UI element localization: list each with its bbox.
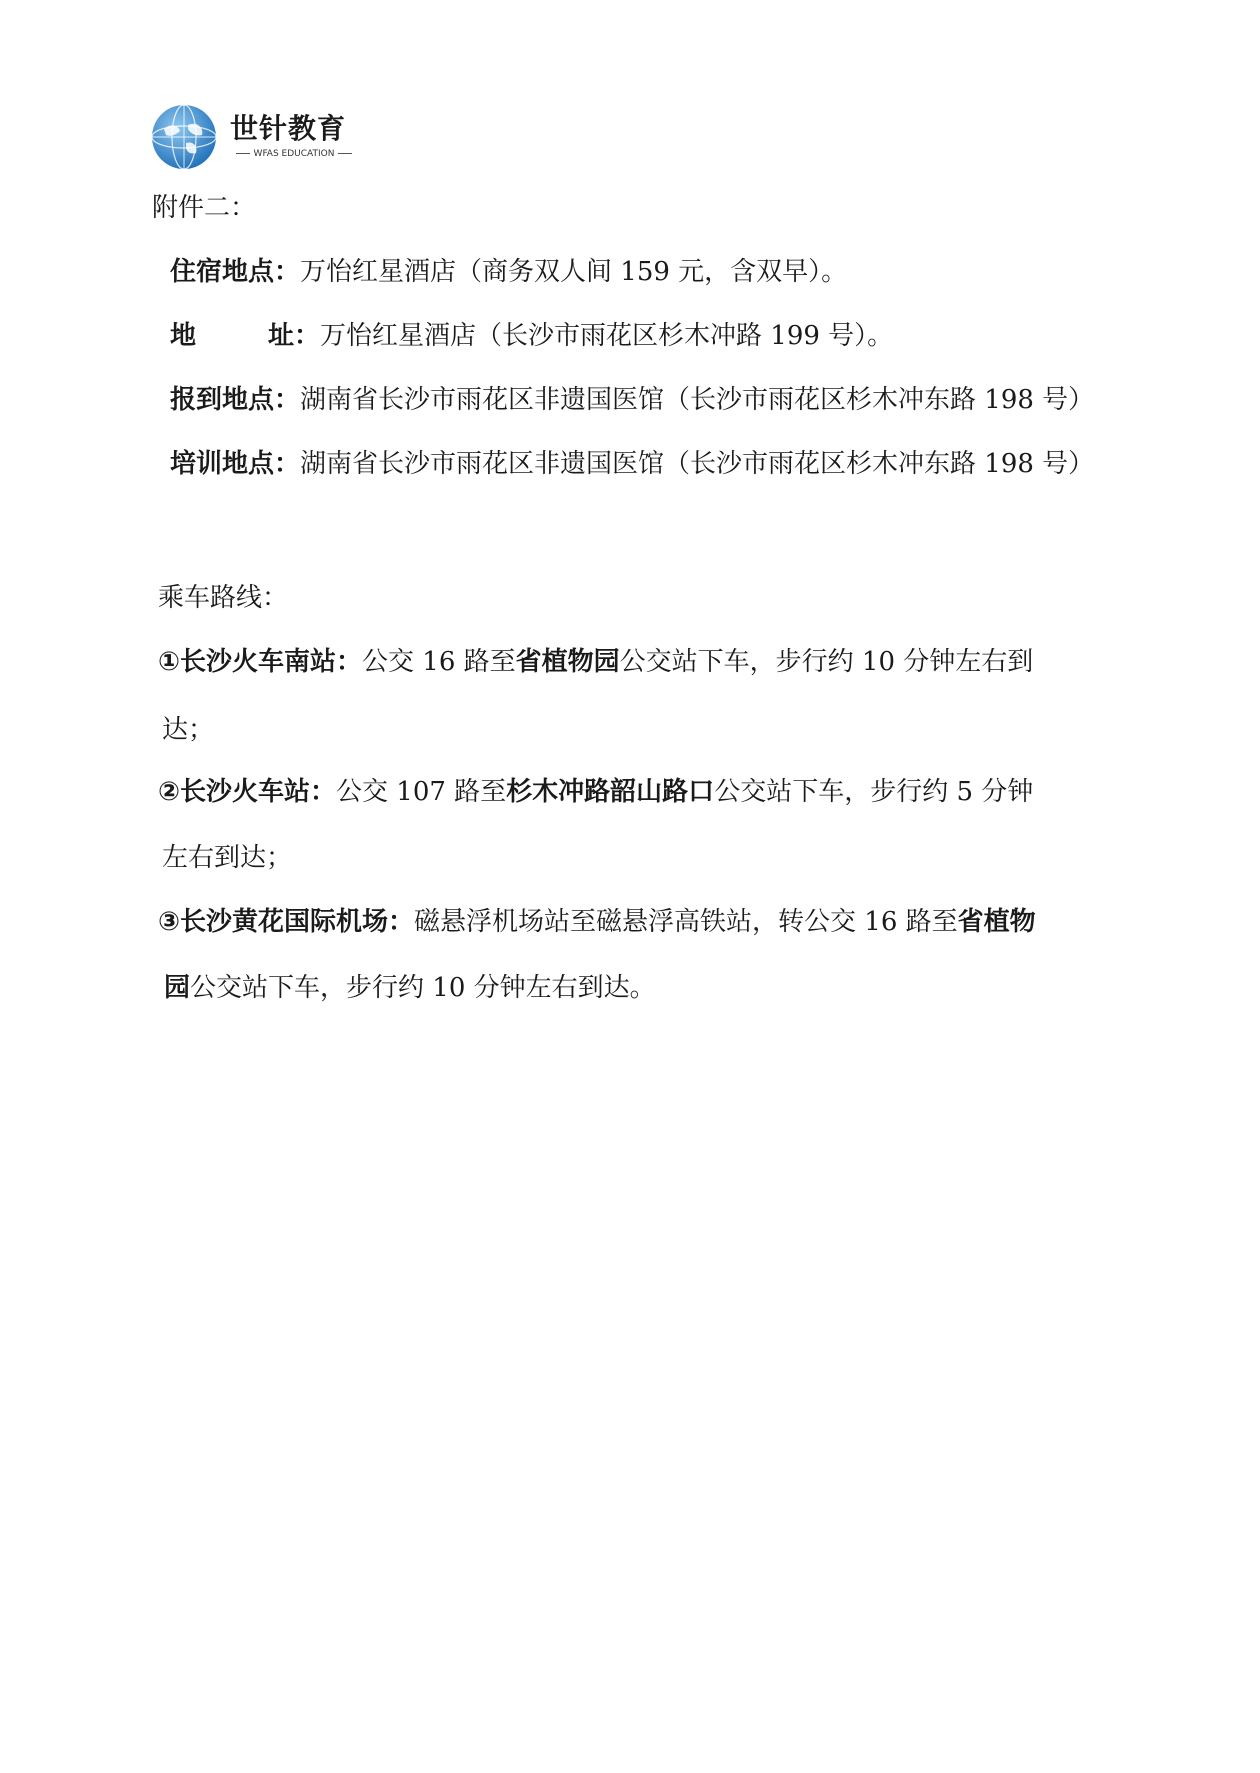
route-2-text-c: 左右到达；	[162, 843, 293, 873]
report-line	[170, 382, 1094, 418]
route-1-text-c: 达；	[162, 715, 215, 745]
address-label-1: 地	[170, 321, 197, 351]
route-2-stop: 杉木冲路韶山路口	[506, 777, 715, 807]
route-2-line-1	[158, 774, 1033, 810]
route-1-line-1	[158, 644, 1033, 680]
route-1-text-b: 公交站下车，步行约 10 分钟左右到	[619, 647, 1034, 677]
route-2-label: ②长沙火车站：	[158, 777, 337, 807]
route-3-stop-b: 园	[164, 973, 191, 1003]
route-1-line-2	[162, 712, 214, 748]
route-3-text-a: 磁悬浮机场站至磁悬浮高铁站，转公交 16 路至	[414, 907, 958, 937]
logo-subtitle: WFAS EDUCATION	[230, 149, 358, 159]
logo	[150, 103, 360, 173]
training-line	[170, 446, 1094, 482]
attachment-title: 附件二：	[152, 193, 257, 223]
address-line	[170, 318, 893, 354]
route-2-line-2	[162, 840, 292, 876]
route-3-label: ③长沙黄花国际机场：	[158, 907, 415, 937]
address-label-2: 址：	[268, 321, 321, 351]
lodging-line	[170, 254, 847, 290]
route-2-text-b: 公交站下车，步行约 5 分钟	[714, 777, 1034, 807]
training-label: 培训地点：	[170, 449, 301, 479]
route-3-line-2	[164, 970, 656, 1006]
training-value: 湖南省长沙市雨花区非遗国医馆（长沙市雨花区杉木冲东路 198 号）	[300, 449, 1095, 479]
logo-title: 世针教育	[230, 112, 347, 145]
address-value: 万怡红星酒店（长沙市雨花区杉木冲路 199 号）。	[320, 321, 894, 351]
route-3-text-c: 公交站下车，步行约 10 分钟左右到达。	[190, 973, 656, 1003]
lodging-label: 住宿地点：	[170, 257, 301, 287]
routes-title: 乘车路线：	[158, 583, 289, 613]
route-3-stop-a: 省植物	[957, 907, 1036, 937]
globe-icon	[150, 103, 218, 171]
report-label: 报到地点：	[170, 385, 301, 415]
report-value: 湖南省长沙市雨花区非遗国医馆（长沙市雨花区杉木冲东路 198 号）	[300, 385, 1095, 415]
route-1-label: ①长沙火车南站：	[158, 647, 363, 677]
route-3-line-1	[158, 904, 1036, 940]
lodging-value: 万怡红星酒店（商务双人间 159 元，含双早）。	[300, 257, 848, 287]
route-1-stop: 省植物园	[515, 647, 620, 677]
route-1-text-a: 公交 16 路至	[362, 647, 516, 677]
route-2-text-a: 公交 107 路至	[336, 777, 507, 807]
